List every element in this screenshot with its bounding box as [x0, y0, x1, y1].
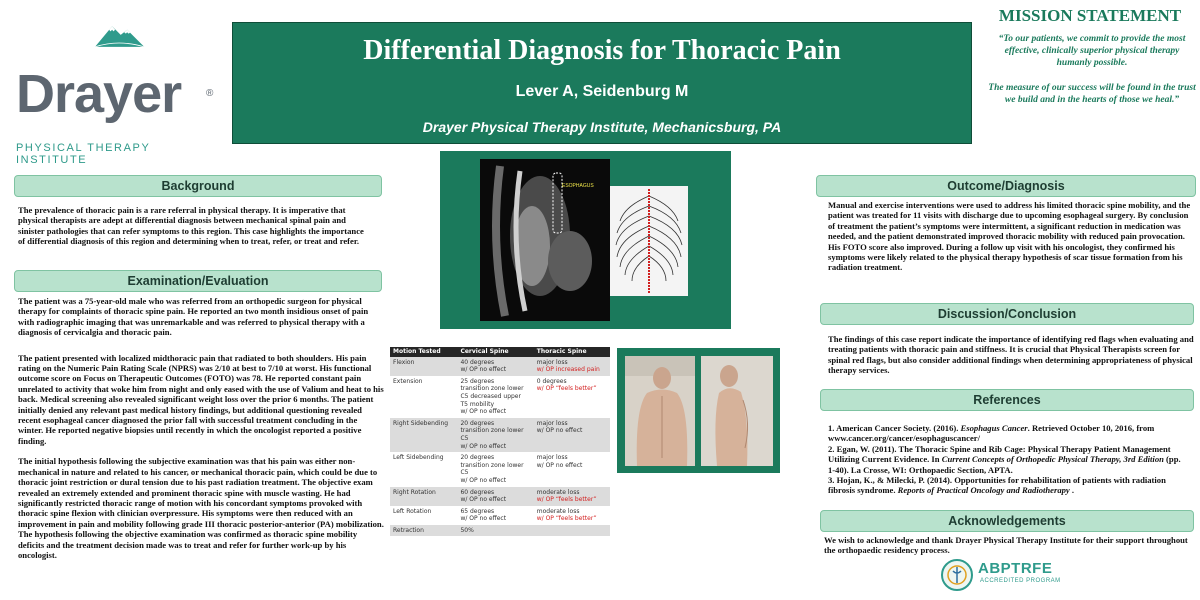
cervical-line: w/ OP no effect [460, 408, 507, 416]
table-row [390, 376, 610, 418]
thoracic-finding-highlight: w/ OP “feels better” [536, 515, 597, 523]
discussion-header: Discussion/Conclusion [820, 303, 1194, 325]
logo-wordmark: Drayer [16, 64, 182, 124]
table-cell-motion: Flexion [390, 357, 457, 376]
outcome-paragraph: Manual and exercise interventions were used to address his limited thoracic spine mobility, and the patient was treated for 11 visits with discharge due to upcoming esophageal surgery. By conclusion of treatment the patient’s symptoms were intermittent, a significant reduction in medication was needed, and the patient demonstrated improved thoracic mobility with reduced pain provocation. His FOTO score also improved. During a follow up visit with his oncologist, they confirmed his symptoms were likely related to the physical therapy hypothesis of scar tissue formation from his radiation treatment. [828, 200, 1191, 273]
reference-3-text: 3. Hojan, K., & Milecki, P. (2014). Opportunities for rehabilitation of patients with radiation fibrosis syndrome. [828, 475, 1166, 496]
poster-title: Differential Diagnosis for Thoracic Pain [363, 35, 841, 66]
table-cell-cervical [457, 357, 533, 376]
examination-paragraph-2: The patient presented with localized midthoracic pain that radiated to both shoulders. His pain rating on the Numeric Pain Rating Scale (NPRS) was 2/10 at best to 7/10 at worst. His functional outcome score on Focus on Therapeutic Outcomes (FOTO) was 78. He reported constant pain unrelated to activity that woke him from night and only eased with the use of Valium and heat to his back. Medical screening also revealed significant weight loss over the prior 6 months. The patient initially denied any relevant past medical history findings, but additional questioning revealed recent esophageal cancer diagnosed the prior fall with successful treatment concluding in the winter. He reported negative biopsies until recently in which the oncologist reported a positive finding. [18, 352, 384, 446]
cervical-line: 40 degrees [460, 358, 495, 366]
table-cell-motion: Extension [390, 376, 457, 418]
table-row [390, 506, 610, 525]
cervical-line: 20 degrees [460, 454, 495, 462]
table-row [390, 418, 610, 452]
cervical-line: C5 decreased upper [460, 392, 521, 400]
discussion-text [828, 334, 1194, 376]
patient-back-photos [617, 348, 780, 473]
table-cell-motion: Left Rotation [390, 506, 457, 525]
table-row [390, 357, 610, 376]
mri-image [440, 151, 731, 329]
thoracic-finding-highlight: w/ OP “feels better” [536, 496, 597, 504]
logo-registered-mark: ® [206, 88, 214, 99]
reference-2-text: 2. Egan, W. (2011). The Thoracic Spine and Rib Cage: Physical Therapy Patient Management Utilizing Current Evidence. In [828, 443, 1171, 465]
cervical-line: 20 degrees [460, 419, 495, 427]
cervical-line: C5 [460, 469, 469, 477]
cervical-line: 65 degrees [460, 507, 495, 515]
reference-2 [828, 444, 1184, 475]
cervical-line: w/ OP no effect [460, 515, 507, 523]
reference-1 [828, 423, 1184, 444]
table-cell-motion: Right Rotation [390, 487, 457, 506]
table-cell-motion: Retraction [390, 525, 457, 537]
table-cell-thoracic [534, 418, 610, 452]
thoracic-finding-highlight: w/ OP increased pain [536, 366, 600, 374]
examination-paragraph-1: The patient was a 75-year-old male who was referred from an orthopedic surgeon for physical therapy for complaints of thoracic spine pain. He reported an two month insidious onset of pain with radiographic imaging that was unremarkable and was referred to physical therapy with a diagnosis of cervicalgia and thoracic pain. [18, 296, 369, 338]
poster-authors: Lever A, Seidenburg M [515, 83, 689, 100]
acknowledgements-paragraph: We wish to acknowledge and thank Drayer Physical Therapy Institute for their support throughout the orthopaedic residency process. [824, 535, 1188, 556]
cervical-line: w/ OP no effect [460, 366, 507, 374]
table-row [390, 452, 610, 486]
cervical-line: w/ OP no effect [460, 476, 507, 484]
table-header-cervical: Cervical Spine [457, 347, 533, 357]
table-cell-cervical [457, 487, 533, 506]
table-row [390, 525, 610, 537]
poster-institute: Drayer Physical Therapy Institute, Mechanicsburg, PA [422, 119, 782, 135]
outcome-text [828, 200, 1194, 273]
cervical-line: C5 [460, 434, 469, 442]
cervical-line: 25 degrees [460, 377, 495, 385]
abptrfe-badge-subtitle: ACCREDITED PROGRAM [980, 578, 1061, 584]
reference-2-source: (pp. 1-40). La Crosse, WI: Orthopaedic Section, APTA. [828, 454, 1181, 475]
examination-text [18, 296, 384, 560]
discussion-paragraph: The findings of this case report indicate the importance of identifying red flags when evaluating and treating patients with thoracic pain and stiffness. It is crucial that Physical Therapists screen for spinal red flags, but also consider additional findings when determining appropriateness of physical therapy services. [828, 334, 1194, 376]
range-of-motion-table [390, 347, 610, 536]
thoracic-line: moderate loss [536, 488, 580, 496]
table-cell-motion: Right Sidebending [390, 418, 457, 452]
cervical-line: transition zone lower [460, 461, 524, 469]
mission-title: MISSION STATEMENT [998, 6, 1182, 25]
table-cell-cervical [457, 506, 533, 525]
table-cell-thoracic [534, 487, 610, 506]
references-header: References [820, 389, 1194, 411]
table-cell-cervical [457, 418, 533, 452]
references-list [828, 423, 1184, 496]
thoracic-line: major loss [536, 419, 568, 427]
logo-subtitle: PHYSICAL THERAPY INSTITUTE [16, 142, 151, 166]
reference-1-title: Esophagus Cancer [960, 423, 1028, 433]
table-cell-thoracic [534, 525, 610, 537]
table-header-row [390, 347, 610, 357]
examination-paragraph-3: The initial hypothesis following the subjective examination was that his pain was either non-mechanical in nature and related to his cancer, or mechanical thoracic pain, which could be due to thoracic joint restriction or dural tension due to his past radiation treatment. The objective exam revealed an extremely extended and prominent thoracic spine with muscle wasting. He had significantly restricted thoracic range of motion with his concordant symptoms provoked with thoracic spine flexion with clinician overpressure. His symptoms were then reduced with an improvement in pain and mobility following grade III thoracic posterior-anterior (PA) mobilization. The hypothesis following the objective examination was confirmed as thoracic spine mobility deficits and the treatment decision made was to treat and refer for further work-up by his oncologist. [18, 456, 384, 560]
thoracic-line: w/ OP no effect [536, 427, 583, 435]
cervical-line: w/ OP no effect [460, 496, 507, 504]
background-paragraph: The prevalence of thoracic pain is a rare referral in physical therapy. It is imperative that physical therapists are adept at differential diagnosis between mechanical spinal pain and sinister pathologies that can refer symptoms to this region. This case highlights the importance of differential diagnosis of this region and determining when to treat, refer, or treat and refer. [18, 205, 364, 247]
cervical-line: transition zone lower [460, 427, 524, 435]
outcome-header: Outcome/Diagnosis [816, 175, 1196, 197]
thoracic-finding-highlight: w/ OP “feels better” [536, 385, 597, 393]
table-cell-cervical [457, 376, 533, 418]
thoracic-line: major loss [536, 454, 568, 462]
background-header: Background [14, 175, 382, 197]
imaging-panel [440, 151, 731, 329]
acknowledgements-text [824, 535, 1194, 556]
mission-line-2: The measure of our success will be found in the trust we build and in the hearts of those we heal.” [988, 83, 1196, 105]
reference-3-source: . [1069, 485, 1075, 496]
reference-3 [828, 475, 1184, 496]
thoracic-line: w/ OP no effect [536, 461, 583, 469]
table-cell-thoracic [534, 506, 610, 525]
abptrfe-badge-title: ABPTRFE [978, 560, 1053, 577]
table-cell-thoracic [534, 357, 610, 376]
thoracic-line: 0 degrees [536, 377, 567, 385]
acknowledgements-header: Acknowledgements [820, 510, 1194, 532]
reference-3-title: Reports of Practical Oncology and Radiotherapy [897, 485, 1070, 496]
title-banner [232, 22, 972, 144]
table-cell-cervical [457, 525, 533, 537]
mission-line-1: “To our patients, we commit to provide the most effective, clinically superior physical therapy humanly possible. [998, 34, 1186, 68]
abptrfe-badge [940, 558, 1080, 594]
table-header-motion: Motion Tested [390, 347, 457, 357]
patient-photo-panel [617, 348, 780, 473]
cervical-line: 60 degrees [460, 488, 495, 496]
reference-1-text: 1. American Cancer Society. (2016). [828, 423, 961, 433]
table-header-thoracic: Thoracic Spine [534, 347, 610, 357]
cervical-line: 50% [460, 526, 474, 534]
table-cell-cervical [457, 452, 533, 486]
background-text [18, 205, 366, 247]
thoracic-line: moderate loss [536, 507, 580, 515]
mri-esophagus-label: ESOPHAGUS [562, 183, 594, 189]
cervical-line: transition zone lower [460, 385, 524, 393]
table-cell-thoracic [534, 452, 610, 486]
reference-2-title: Current Concepts of Orthopedic Physical Therapy, 3rd Edition [941, 454, 1164, 465]
reference-1-source: . Retrieved October 10, 2016, from www.cancer.org/cancer/esophaguscancer/ [828, 423, 1155, 444]
table-row [390, 487, 610, 506]
table-cell-thoracic [534, 376, 610, 418]
cervical-line: w/ OP no effect [460, 442, 507, 450]
abptrfe-seal-icon [940, 558, 974, 592]
examination-header: Examination/Evaluation [14, 270, 382, 292]
cervical-line: T5 mobility [460, 400, 495, 408]
table-cell-motion: Left Sidebending [390, 452, 457, 486]
thoracic-line: major loss [536, 358, 568, 366]
